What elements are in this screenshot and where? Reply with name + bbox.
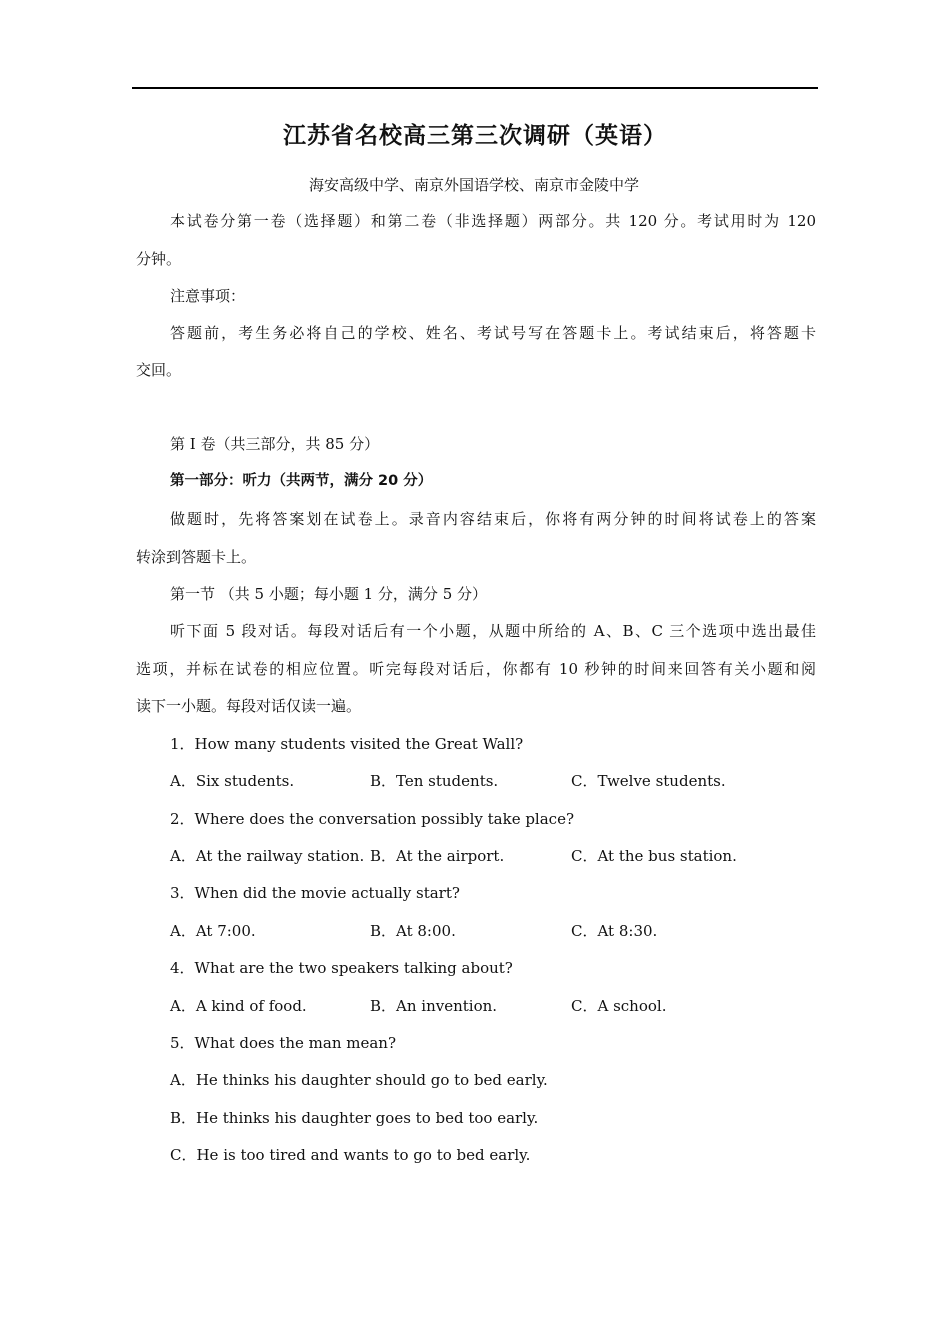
notice-heading: 注意事项： (170, 287, 246, 305)
question-3-option-b: B．At 8:00. (370, 922, 456, 940)
question-2-option-b: B．At the airport. (370, 847, 505, 865)
question-4-option-b: B．An invention. (370, 997, 498, 1015)
section1-line-3: 读下一小题。每段对话仅读一遍。 (136, 697, 362, 715)
notice-line-1: 答题前，考生务必将自己的学校、姓名、考试号写在答题卡上。考试结束后，将答题卡 (170, 324, 816, 342)
instruction-line-2: 转涂到答题卡上。 (136, 548, 257, 566)
question-1-option-b: B．Ten students. (370, 772, 499, 790)
question-5-option-b: B．He thinks his daughter goes to bed too early. (170, 1109, 539, 1127)
intro-line-2: 分钟。 (136, 250, 182, 268)
question-3-option-a: A．At 7:00. (170, 922, 256, 940)
notice-line-2: 交回。 (136, 361, 182, 379)
instruction-line-1: 做题时，先将答案划在试卷上。录音内容结束后，你将有两分钟的时间将试卷上的答案 (170, 510, 816, 528)
question-1-stem: 1．How many students visited the Great Wall? (170, 735, 524, 753)
question-2-option-a: A．At the railway station. (170, 847, 365, 865)
section1-line-2: 选项，并标在试卷的相应位置。听完每段对话后，你都有 10 秒钟的时间来回答有关小题和阅 (136, 660, 816, 678)
page-title: 江苏省名校高三第三次调研（英语） (283, 123, 667, 149)
volume-heading: 第 I 卷（共三部分，共 85 分） (170, 435, 380, 453)
question-4-option-a: A．A kind of food. (170, 997, 307, 1015)
question-4-option-c: C．A school. (571, 997, 667, 1015)
header-rule (132, 87, 818, 89)
question-5-stem: 5．What does the man mean? (170, 1034, 397, 1052)
question-3-option-c: C．At 8:30. (571, 922, 658, 940)
question-1-option-a: A．Six students. (170, 772, 295, 790)
section1-heading: 第一节 （共 5 小题；每小题 1 分，满分 5 分） (170, 585, 488, 603)
part1-heading: 第一部分：听力（共两节，满分 20 分） (170, 473, 433, 489)
question-2-option-c: C．At the bus station. (571, 847, 737, 865)
question-5-option-c: C．He is too tired and wants to go to bed early. (170, 1146, 531, 1164)
question-5-option-a: A．He thinks his daughter should go to bed early. (170, 1071, 548, 1089)
section1-line-1: 听下面 5 段对话。每段对话后有一个小题，从题中所给的 A、B、C 三个选项中选出最佳 (170, 622, 816, 640)
question-2-stem: 2．Where does the conversation possibly take place? (170, 810, 574, 828)
question-1-option-c: C．Twelve students. (571, 772, 726, 790)
question-4-stem: 4．What are the two speakers talking about? (170, 959, 513, 977)
intro-line-1: 本试卷分第一卷（选择题）和第二卷（非选择题）两部分。共 120 分。考试用时为 120 (170, 212, 816, 230)
school-list: 海安高级中学、南京外国语学校、南京市金陵中学 (309, 176, 640, 194)
question-3-stem: 3．When did the movie actually start? (170, 884, 460, 902)
